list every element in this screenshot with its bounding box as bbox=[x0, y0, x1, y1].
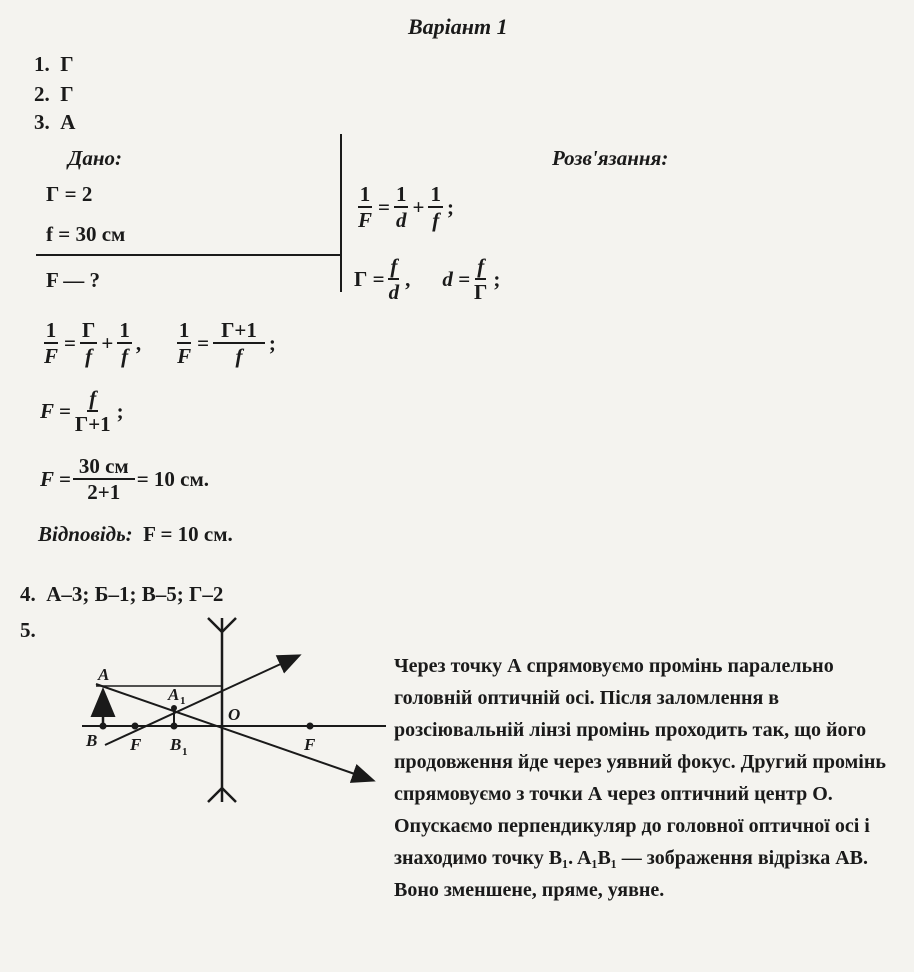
task-4: 4. А–3; Б–1; В–5; Г–2 bbox=[20, 582, 224, 606]
given-line-2: f = 30 см bbox=[46, 222, 126, 246]
given-heading: Дано: bbox=[68, 146, 122, 170]
answer-1: 1. Г bbox=[34, 52, 74, 76]
point-B bbox=[100, 723, 107, 730]
label-A1-sub: 1 bbox=[180, 695, 186, 707]
label-B: B bbox=[86, 731, 98, 750]
point-F-right bbox=[307, 723, 314, 730]
label-F-right: F bbox=[304, 735, 316, 754]
point-A1 bbox=[171, 705, 177, 711]
label-B1-sub: 1 bbox=[182, 746, 188, 758]
final-answer: Відповідь: F = 10 см. bbox=[38, 522, 233, 546]
given-find: F — ? bbox=[46, 268, 101, 292]
point-B1 bbox=[171, 723, 178, 730]
task-5-number: 5. bbox=[20, 618, 36, 642]
task-5-explanation: Через точку А спрямовуємо промінь паралельно головній оптичній осі. Після заломлення в розсіювальній лінзі промінь проходить так, що його продовження йде через уявний фокус. Другий промінь спрямовуємо з точки А через оптичний центр О. Опускаємо перпендикуляр до головної оптичної осі і знаходимо точку B₁. A₁B₁ — зображення відрізка АВ. Воно зменшене, пряме, уявне. bbox=[394, 655, 886, 901]
given-line-1: Г = 2 bbox=[46, 182, 93, 206]
label-O: O bbox=[228, 705, 241, 724]
central-ray bbox=[96, 684, 372, 780]
label-A: A bbox=[98, 665, 110, 684]
refracted-ray bbox=[105, 656, 298, 745]
given-vertical-divider bbox=[340, 134, 342, 292]
derivation-2: F = $\frac{f}{Г+1}$ ; bbox=[40, 386, 124, 437]
point-F-left bbox=[132, 723, 139, 730]
given-divider bbox=[36, 254, 342, 256]
label-F-left: F bbox=[130, 735, 142, 754]
solution-heading: Розв'язання: bbox=[552, 146, 669, 170]
label-B1: B bbox=[170, 735, 182, 754]
magnification-formula: Г = $\frac{f}{d}$ , d = $\frac{f}{Г}$ ; bbox=[354, 254, 501, 305]
ray-diagram bbox=[70, 610, 390, 810]
page-title: Варіант 1 bbox=[408, 14, 508, 39]
lens-formula: $\frac{1}{F}$ = $\frac{1}{d}$ + $\frac{1}{f}$ ; bbox=[358, 182, 454, 233]
answer-3: 3. А bbox=[34, 110, 76, 134]
answer-2: 2. Г bbox=[34, 82, 74, 106]
derivation-1: $\frac{1}{F}$ = $\frac{Г}{f}$ + $\frac{1}{f}$ , $\frac{1}{F}$ = $\frac{Г+1}{f}$ ; bbox=[44, 318, 276, 369]
derivation-3: F = $\frac{30 см}{2+1}$ = 10 см. bbox=[40, 454, 210, 505]
label-A1: A bbox=[168, 685, 180, 704]
